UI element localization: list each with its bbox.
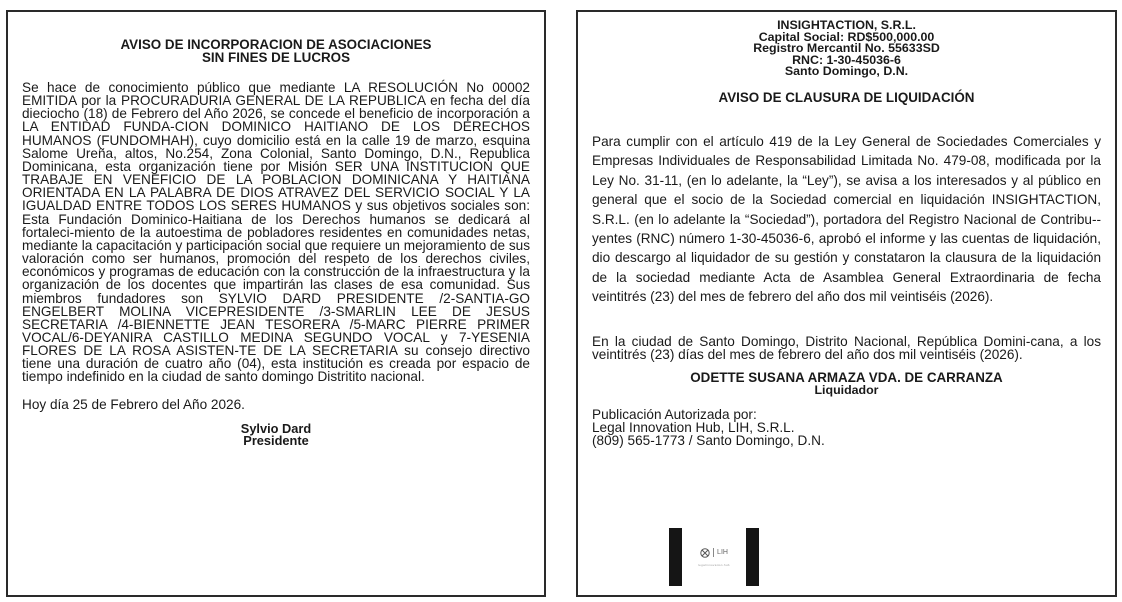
logo-text: LIH bbox=[713, 548, 728, 557]
publisher-contact: (809) 565-1773 / Santo Domingo, D.N. bbox=[592, 433, 825, 449]
notice-body-main: Para cumplir con el artículo 419 de la Ley General de Sociedades Comerciales y Empresas Individuales de Responsabilidad Limitada No. 479-08, modificada por la Ley No. 31-11, (en lo adelante, la “Ley”), se avisa a los interesados y al público en general que el socio de la Sociedad comercial en liquidación INSIGHTACTION, S.R.L. (en lo adelante la “Sociedad”), portadora del Registro Nacional de Contribu-yentes (RNC) número 1-30-45036-6, aprobó el informe y las cuentas de liquidación, dio descargo al liquidador de su gestión y constataron la clausura de la liquidación de la sociedad mediante Acta de Asamblea General Extraordinaria de fecha veintitrés (23) del mes de febrero del año dos mil veintiséis (2026). bbox=[592, 133, 1101, 305]
publication-credit bbox=[592, 408, 1101, 448]
company-name: INSIGHTACTION, S.R.L. bbox=[777, 18, 916, 32]
logo-emblem-icon bbox=[700, 548, 710, 558]
notice-title: AVISO DE CLAUSURA DE LIQUIDACIÓN bbox=[718, 89, 975, 105]
liquidation-closure-notice bbox=[576, 10, 1117, 597]
publisher-logo bbox=[669, 528, 759, 586]
logo-center bbox=[682, 528, 746, 586]
incorporation-notice bbox=[6, 10, 546, 597]
notice-title-line2: SIN FINES DE LUCROS bbox=[201, 50, 351, 65]
notice-body: Se hace de conocimiento público que mediante LA RESOLUCIÓN No 00002 EMITIDA por la PROCURADURIA GENERAL DE LA REPUBLICA en fecha del día dieciocho (18) de Febrero del Año 2026, se concede el beneficio de incorporación a LA ENTIDAD FUNDA-CION DOMINICO HAITIANO DE LOS DERECHOS HUMANOS (FUNDOMHAH), cuyo domicilio está en la calle 19 de marzo, esquina Salome Ureña, altos, No.254, Zona Colonial, Santo Domingo, D.N., Republica Dominicana, esta organización tiene por Misión SER UNA INSTITUCION QUE TRABAJE EN VENEFICIO DE LA POBLACION DOMINICANA Y HAITIANA ORIENTADA EN LA PALABRA DE DIOS ATRAVEZ DEL SERVICIO SOCIAL Y LA IGUALDAD ENTRE TODOS LOS SERES HUMANOS y sus objetivos sociales son: Esta Fundación Dominico-Haitiana de los Derechos humanos se dedicará al fortaleci-miento de la autoestima de pobladores residentes en comunidades netas, mediante la capacitación y participación social que requiere un mejoramiento de sus valoración como ser humanos, promoción del respeto de los derechos civiles, económicos y programas de educación con la construcción de la infraestructura y la organización de los docentes que impartirán las clases de esa comunidad. Sus miembros fundadores son SYLVIO DARD PRESIDENTE /2-SANTIA-GO ENGELBERT MOLINA VICEPRESIDENTE /3-SMARLIN LEE DE JESUS SECRETARIA /4-BIENNETTE JEAN TESORERA /5-MARC PIERRE PRIMER VOCAL/6-DEYANIRA CASTILLO MEDINA SEGUNDO VOCAL y 7-YESENIA FLORES DE LA ROSA ASISTEN-TE DE LA SECRETARIA su consejo directivo tiene una duración de cuatro año (04), esta institución es creada por espacio de tiempo indefinido en la ciudad de santo domingo Distritito nacional. bbox=[22, 80, 530, 385]
notice-body-closing: En la ciudad de Santo Domingo, Distrito Nacional, República Domini-cana, a los veintitrés (23) días del mes de febrero del año dos mil veintiséis (2026). bbox=[592, 333, 1101, 362]
publisher-name: Legal Innovation Hub, LIH, S.R.L. bbox=[592, 420, 795, 436]
company-registry: Registro Mercantil No. 55633SD bbox=[753, 41, 940, 56]
logo-mark bbox=[700, 548, 728, 558]
company-city: Santo Domingo, D.N. bbox=[784, 64, 909, 79]
liquidator-name: ODETTE SUSANA ARMAZA VDA. DE CARRANZA bbox=[690, 369, 1003, 385]
logo-bar-right bbox=[746, 528, 759, 586]
company-capital: Capital Social: RD$500,000.00 bbox=[758, 29, 935, 44]
liquidator-role: Liquidador bbox=[814, 382, 879, 397]
logo-bar-left bbox=[669, 528, 682, 586]
publication-line: Publicación Autorizada por: bbox=[592, 406, 757, 422]
notice-date: Hoy día 25 de Febrero del Año 2026. bbox=[22, 396, 245, 412]
notice-title-line1: AVISO DE INCORPORACION DE ASOCIACIONES bbox=[120, 37, 432, 52]
logo-url: legalinnovation.hub bbox=[698, 562, 730, 567]
signer-role: Presidente bbox=[243, 433, 309, 449]
signer-name: Sylvio Dard bbox=[240, 420, 312, 436]
company-rnc: RNC: 1-30-45036-6 bbox=[792, 52, 901, 67]
